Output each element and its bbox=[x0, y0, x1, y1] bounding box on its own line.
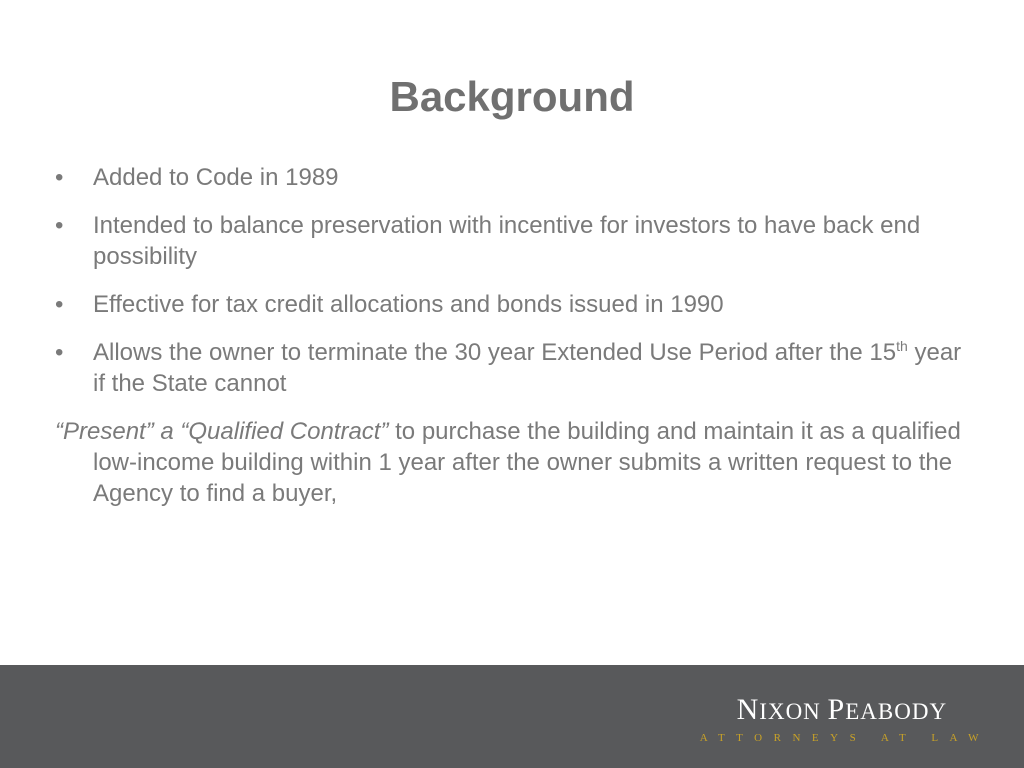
bullet-item bbox=[55, 210, 975, 272]
logo-letter: P bbox=[827, 693, 846, 726]
bullet-item bbox=[55, 289, 975, 320]
bullet-text: Added to Code in 1989 bbox=[93, 164, 339, 191]
nixon-peabody-logo bbox=[694, 695, 990, 744]
bullet-list bbox=[55, 162, 975, 399]
slide-title: Background bbox=[389, 73, 635, 120]
bullet-marker: • bbox=[55, 212, 64, 239]
bullet-item bbox=[55, 337, 975, 399]
bullet-text: Effective for tax credit allocations and bonds issued in 1990 bbox=[93, 291, 724, 318]
logo-wordmark bbox=[694, 695, 990, 727]
logo-tagline: ATTORNEYS AT LAW bbox=[699, 732, 990, 744]
logo-letters: EABODY bbox=[845, 699, 948, 724]
logo-letters: IXON bbox=[759, 699, 828, 724]
bullet-item bbox=[55, 162, 975, 193]
italic-phrase: “Present” a “Qualified Contract” bbox=[55, 418, 389, 445]
qualified-contract-paragraph bbox=[55, 416, 975, 509]
bullet-text-start: Allows the owner to terminate the 30 year Extended Use Period after the 15 bbox=[93, 339, 897, 366]
bullet-marker: • bbox=[55, 291, 64, 318]
footer-bar bbox=[0, 665, 1024, 768]
bullet-text-end: year if the State cannot bbox=[93, 339, 962, 397]
bullet-marker: • bbox=[55, 164, 64, 191]
slide-body bbox=[55, 162, 975, 509]
logo-letter: N bbox=[736, 693, 760, 726]
bullet-marker: • bbox=[55, 339, 64, 366]
bullet-text: Intended to balance preservation with incentive for investors to have back end possibility bbox=[93, 212, 921, 270]
ordinal-superscript: th bbox=[896, 338, 908, 354]
paragraph-text: to purchase the building and maintain it as a qualified low-income building within 1 year after the owner submits a written request to the Agency to find a buyer, bbox=[93, 418, 961, 507]
